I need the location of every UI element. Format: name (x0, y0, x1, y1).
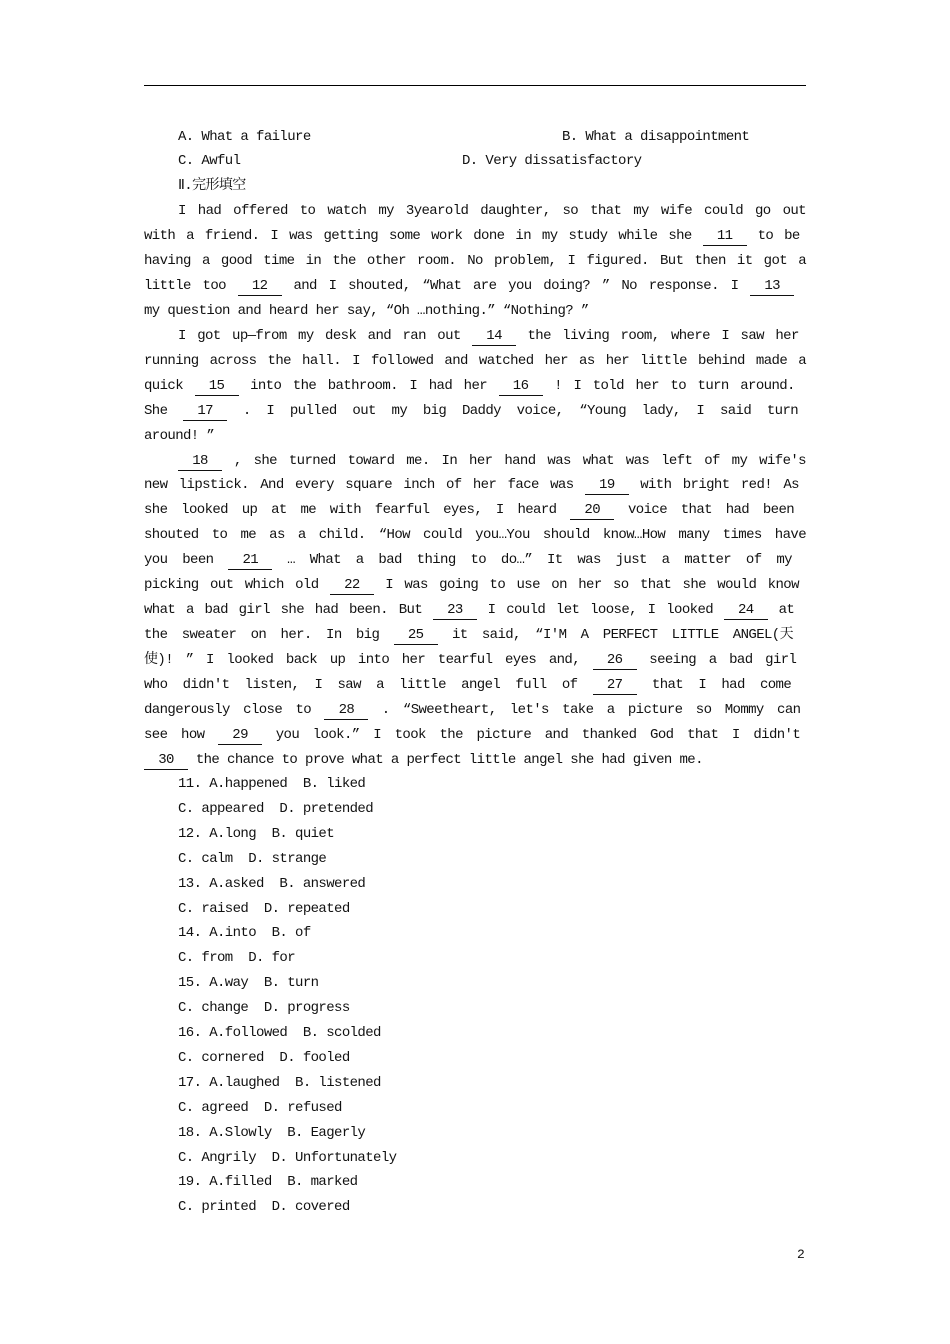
passage-line-content (144, 724, 800, 746)
passage-line (144, 749, 806, 771)
passage-text: . I pulled out my big Daddy voice, “Young lady, I said turn (242, 402, 799, 419)
passage-line-content (144, 350, 806, 372)
passage-text: that I had come (651, 677, 792, 694)
blank-26: 26 (593, 652, 637, 670)
passage-line (144, 200, 806, 222)
blank-28: 28 (324, 702, 368, 720)
blank-12: 12 (238, 278, 282, 296)
passage-text: around! ” (144, 427, 215, 444)
passage-text: quick (144, 377, 195, 394)
question-option-line: 16. A.followed B. scolded (178, 1025, 381, 1041)
question-option-line: 12. A.long B. quiet (178, 825, 335, 842)
blank-25: 25 (394, 627, 438, 645)
question-option-line: 17. A.laughed B. listened (178, 1074, 381, 1091)
blank-30: 30 (144, 752, 188, 770)
passage-text: having a good time in the other room. No problem, I figured. But then it got a (144, 252, 806, 269)
passage-line-content (144, 474, 799, 496)
passage-text: with a friend. I was getting some work done in my study while she (144, 227, 703, 244)
passage-text: little too (144, 277, 238, 294)
passage-text: She (144, 402, 184, 419)
passage-text: at (778, 602, 795, 619)
blank-27: 27 (593, 677, 637, 695)
blank-13: 13 (750, 278, 794, 296)
blank-29: 29 (218, 727, 262, 745)
passage-line-content (144, 549, 792, 571)
passage-line-content (144, 425, 214, 447)
passage-text: the chance to prove what a perfect little angel she had given me. (195, 751, 703, 768)
header-rule (144, 85, 806, 86)
question-option-line: C. printed D. covered (178, 1199, 350, 1216)
question-option-line: 14. A.into B. of (178, 925, 311, 942)
passage-line-content (144, 375, 795, 397)
blank-18: 18 (178, 453, 222, 471)
blank-17: 17 (183, 403, 227, 421)
passage-line-content (144, 300, 589, 322)
option-a: A. What a failure (178, 129, 311, 145)
blank-11: 11 (703, 228, 747, 246)
passage-line-content (144, 674, 791, 696)
passage-text: ! I told her to turn around. (554, 377, 795, 394)
passage-text: into the bathroom. I had her (250, 377, 499, 394)
passage-text: with bright red! As (640, 477, 799, 494)
passage-line (144, 474, 806, 496)
passage-text: to be (757, 227, 800, 244)
passage-text: … What a bad thing to do…” It was just a matter of my (287, 552, 792, 569)
passage-line-content (144, 275, 794, 297)
passage-line (144, 549, 806, 571)
question-option-line: C. calm D. strange (178, 850, 327, 867)
passage-line (144, 275, 806, 297)
blank-24: 24 (724, 602, 768, 620)
question-option-line: C. change D. progress (178, 1000, 350, 1017)
page-number: 2 (797, 1247, 805, 1262)
passage-text: it said, “I'M A PERFECT LITTLE ANGEL(天 (451, 627, 793, 644)
passage-text: what a bad girl she had been. But (144, 602, 433, 619)
passage-text: the sweater on her. In big (144, 627, 394, 644)
question-option-line: C. from D. for (178, 950, 296, 967)
passage-line (144, 574, 806, 596)
passage-line (144, 425, 806, 447)
passage-text: I could let loose, I looked (487, 602, 724, 619)
blank-20: 20 (570, 502, 614, 520)
passage-text: shouted to me as a child. “How could you…You should know…How many times have (144, 527, 806, 544)
question-option-line: C. agreed D. refused (178, 1099, 342, 1116)
question-option-line: C. Angrily D. Unfortunately (178, 1149, 397, 1166)
question-option-line: C. raised D. repeated (178, 900, 350, 917)
passage-text: voice that had been (627, 502, 795, 519)
passage-text: I was going to use on her so that she would know (385, 577, 799, 594)
passage-line (144, 250, 806, 272)
passage-line-content (144, 699, 800, 721)
passage-text: , she turned toward me. In her hand was what was left of my wife's (233, 452, 806, 469)
passage-line (144, 350, 806, 372)
passage-line (144, 400, 806, 422)
passage-line-content (144, 225, 800, 247)
passage-line-content (178, 325, 799, 347)
passage-line (144, 699, 806, 721)
passage-text: and I shouted, “What are you doing? ” No response. I (293, 277, 751, 294)
passage-line-content (144, 574, 799, 596)
passage-line (144, 325, 806, 347)
blank-21: 21 (228, 552, 272, 570)
passage-line-content (178, 450, 806, 472)
passage-text: I had offered to watch my 3yearold daughter, so that my wife could go out (178, 203, 806, 219)
passage-line (144, 724, 806, 746)
passage-line (144, 524, 806, 546)
passage-line-content (144, 649, 796, 671)
question-option-line: 19. A.filled B. marked (178, 1174, 358, 1191)
passage-line (144, 499, 806, 521)
passage-text: see how (144, 726, 219, 743)
passage-text: you been (144, 552, 229, 569)
passage-line-content (144, 749, 703, 771)
passage-line (144, 624, 806, 646)
blank-23: 23 (433, 602, 477, 620)
question-option-line: 18. A.Slowly B. Eagerly (178, 1124, 366, 1141)
passage-text: who didn't listen, I saw a little angel full of (144, 677, 593, 694)
passage-line (144, 225, 806, 247)
passage-text: she looked up at me with fearful eyes, I heard (144, 502, 571, 519)
blank-19: 19 (585, 477, 629, 495)
passage-text: I got up—from my desk and ran out (178, 327, 473, 344)
blank-16: 16 (499, 378, 543, 396)
blank-15: 15 (195, 378, 239, 396)
passage-line (144, 649, 806, 671)
passage-line-content (144, 599, 794, 621)
option-d: D. Very dissatisfactory (462, 153, 642, 169)
passage-line (144, 450, 806, 472)
passage-line-content (144, 250, 806, 272)
passage-text: dangerously close to (144, 702, 325, 718)
passage-line-content (144, 524, 806, 546)
passage-line (144, 674, 806, 696)
question-option-line: C. cornered D. fooled (178, 1049, 350, 1066)
passage-text: . “Sweetheart, let's take a picture so Mommy can (381, 702, 801, 718)
question-option-line: 13. A.asked B. answered (178, 875, 366, 892)
passage-text: new lipstick. And every square inch of her face was (144, 477, 585, 494)
passage-line-content (144, 624, 793, 646)
passage-line (144, 599, 806, 621)
passage-line (144, 300, 806, 322)
blank-22: 22 (330, 577, 374, 595)
passage-text: picking out which old (144, 577, 330, 594)
option-c: C. Awful (178, 153, 241, 169)
blank-14: 14 (472, 328, 516, 346)
passage-line-content (144, 499, 794, 521)
passage-text: the living room, where I saw her (527, 327, 799, 344)
question-option-line: 15. A.way B. turn (178, 975, 319, 992)
passage-line-content (144, 400, 798, 422)
question-option-line: C. appeared D. pretended (178, 800, 374, 817)
passage-text: you look.” I took the picture and thanked God that I didn't (275, 726, 801, 743)
option-b: B. What a disappointment (562, 129, 750, 145)
passage-text: 使)! ” I looked back up into her tearful eyes and, (144, 652, 593, 669)
passage-text: seeing a bad girl (649, 652, 797, 669)
passage-line (144, 375, 806, 397)
passage-text: my question and heard her say, “Oh …nothing.” “Nothing? ” (144, 302, 589, 319)
passage-text: running across the hall. I followed and watched her as her little behind made a (144, 352, 806, 369)
question-option-line: 11. A.happened B. liked (178, 776, 366, 792)
passage-line-content (178, 200, 806, 222)
section-heading: Ⅱ.完形填空 (178, 178, 246, 194)
